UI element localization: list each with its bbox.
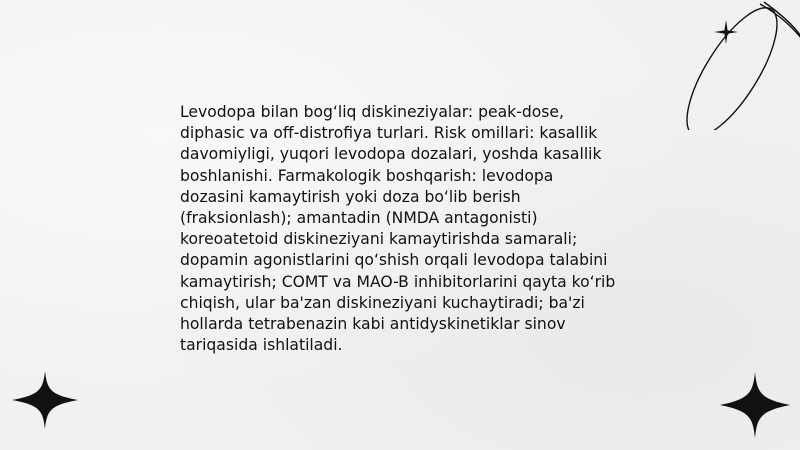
slide-body-text: Levodopa bilan bog‘liq diskineziyalar: peak-dose, diphasic va off-distrofiya turlari. Risk omillari: kasallik davomiyligi, yuqori levodopa dozalari, yoshda kasallik boshlanishi. Farmakologik boshqarish: levodopa dozasini kamaytirish yoki doza bo‘lib berish (fraksionlash); amantadin (NMDA antagonisti) koreoatetoid diskineziyani kamaytirishda samarali; dopamin agonistlarini qo‘shish orqali levodopa talabini kamaytirish; COMT va MAO-B inhibitorlarini qayta ko‘rib chiqish, ular ba'zan diskineziyani kuchaytiradi; ba'zi hollarda tetrabenazin kabi antidyskinetiklar sinov tariqasida ishlatiladi. bbox=[180, 103, 616, 355]
four-point-star-icon bbox=[12, 371, 78, 429]
four-point-star-icon bbox=[720, 372, 790, 438]
orbit-sparkle-icon bbox=[660, 0, 800, 130]
